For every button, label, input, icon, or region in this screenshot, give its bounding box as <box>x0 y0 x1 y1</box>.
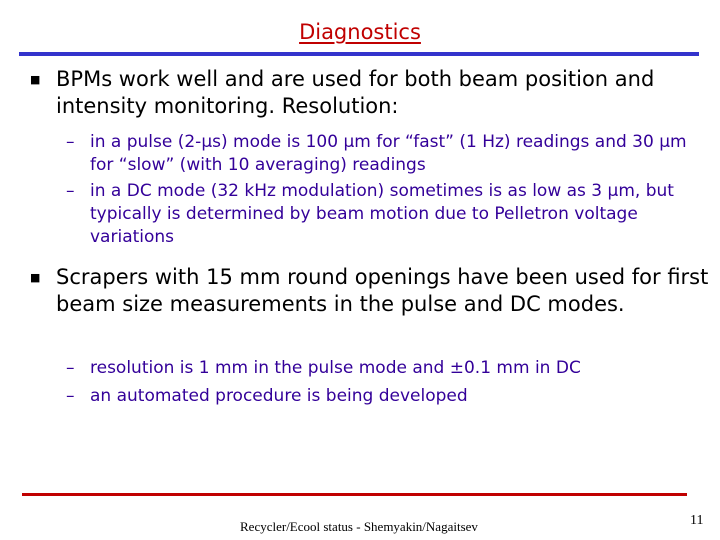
subitem-text: in a pulse (2-μs) mode is 100 μm for “fast” (1 Hz) readings and 30 μm for “slow” (with 10 averaging) readings <box>90 132 687 175</box>
footer-divider <box>22 493 687 496</box>
square-bullet-icon: ■ <box>30 271 41 284</box>
subitem-text: in a DC mode (32 kHz modulation) sometimes is as low as 3 μm, but typically is determined by beam motion due to Pelletron voltage variations <box>90 181 674 247</box>
bullet-text: BPMs work well and are used for both beam position and intensity monitoring. Resolution: <box>56 67 655 118</box>
subitem-text: an automated procedure is being developed <box>90 386 468 406</box>
slide-title-text: Diagnostics <box>299 20 421 44</box>
subitem-pulse-mode <box>66 131 690 177</box>
square-bullet-icon: ■ <box>30 73 41 86</box>
subitem-dc-mode <box>66 180 690 249</box>
dash-marker: – <box>66 358 75 378</box>
subitem-automated <box>66 385 690 408</box>
subitem-resolution <box>66 357 690 380</box>
dash-marker: – <box>66 132 75 152</box>
bullet-scrapers <box>30 264 710 318</box>
title-divider <box>19 52 699 56</box>
dash-marker: – <box>66 181 75 201</box>
bullet-bpms <box>30 66 710 120</box>
page-number: 11 <box>690 513 704 528</box>
dash-marker: – <box>66 386 75 406</box>
subitem-text: resolution is 1 mm in the pulse mode and ±0.1 mm in DC <box>90 358 581 378</box>
footer-text: Recycler/Ecool status - Shemyakin/Nagaitsev <box>240 519 478 534</box>
bullet-text: Scrapers with 15 mm round openings have been used for first beam size measurements in the pulse and DC modes. <box>56 265 709 316</box>
slide-title <box>0 20 720 44</box>
